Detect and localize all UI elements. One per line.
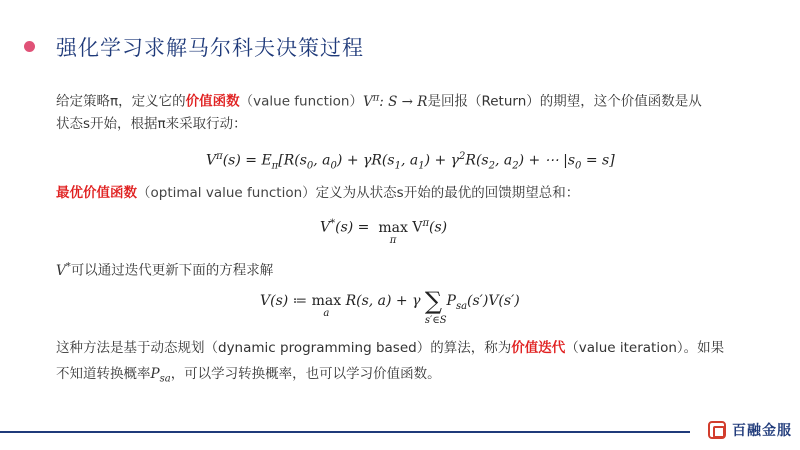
equation-value-function: $V^\pi(s) = E_\pi[R(s_0$, $a_0) + \gamma R(s_1$, $a_1) + \gamma^2R(s_2$, $a_2$) + ⋯ $|s_0 = s$] [206, 151, 615, 172]
equation-optimal-value: V*(s) = max π $V^\pi(s)$ [320, 218, 448, 246]
p2-text-post: 定义为从状态s开始的最优的回馈期望总和： [315, 185, 580, 201]
p1-math-mapping: $V^\pi$: S → R [362, 92, 428, 110]
paragraph-1-line-1 [56, 88, 702, 112]
paragraph-1-line-2: 状态s开始，根据π来采取行动： [56, 116, 247, 132]
company-logo [708, 420, 792, 440]
logo-mark-icon [708, 421, 726, 439]
p4-text-post: （value iteration）。如果 [565, 340, 725, 356]
footer-divider [0, 431, 690, 433]
logo-text: 百融金服 [732, 423, 792, 439]
p2-highlight-optimal-value-function: 最优价值函数 [56, 185, 137, 201]
slide-title: 强化学习求解马尔科夫决策过程 [56, 36, 364, 60]
paragraph-4-line-1 [56, 338, 724, 358]
p2-paren: （optimal value function） [137, 185, 316, 201]
p1-paren: （value function） [239, 93, 363, 110]
p4-highlight-value-iteration: 价值迭代 [511, 340, 566, 356]
p1-highlight-value-function: 价值函数 [185, 93, 240, 110]
p1-text-pre: 给定策略π，定义它的 [56, 93, 186, 110]
paragraph-2 [56, 183, 579, 203]
p1-text-post: 是回报（Return）的期望，这个价值函数是从 [427, 93, 702, 110]
equation-bellman-update: V(s) ≔ max a R(s, a) + γ ∑ s′∈S $P_{sa}(s')V(s')$ [260, 287, 520, 326]
sum-operator: ∑ s′∈S [424, 287, 447, 326]
p4-text-pre: 这种方法是基于动态规划（dynamic programming based）的算法，称为 [56, 340, 512, 356]
title-bullet-icon [24, 41, 35, 52]
max-operator: max π [378, 219, 408, 246]
paragraph-3: V*可以通过迭代更新下面的方程求解 [56, 261, 274, 279]
paragraph-4-line-2: 不知道转换概率$P_{sa}$，可以学习转换概率，也可以学习价值函数。 [56, 366, 441, 385]
max-operator-a: max a [311, 293, 342, 319]
